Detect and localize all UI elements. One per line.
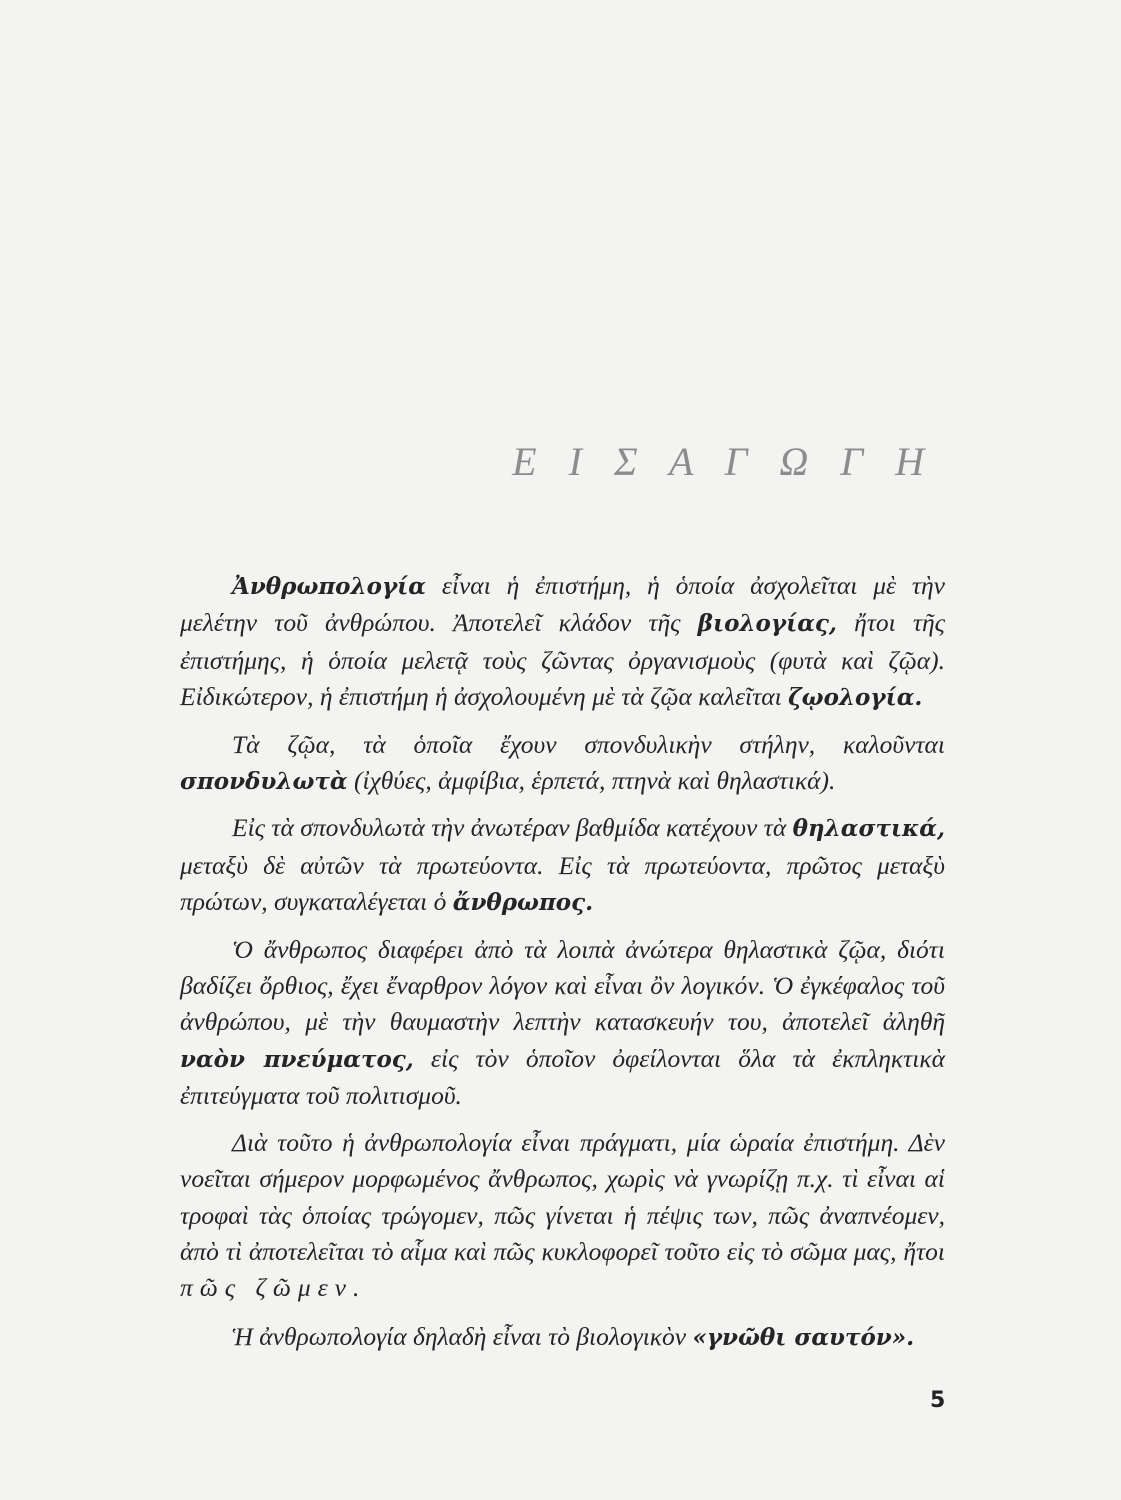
paragraph-6: [180, 1319, 945, 1356]
text-segment: Διὰ τοῦτο ἡ ἀνθρωπολογία εἶναι πράγματι, μία ὡραία ἐπιστήμη. Δὲν νοεῖται σήμερον μορφωμένος ἄνθρωπος, χωρὶς νὰ γνωρίζῃ π.χ. τὶ εἶναι αἱ τροφαὶ τὰς ὁποίας τρώγομεν, πῶς γίνεται ἡ πέψις των, πῶς ἀναπνέομεν, ἀπὸ τὶ ἀποτελεῖται τὸ αἷμα καὶ πῶς κυκλοφορεῖ τοῦτο εἰς τὸ σῶμα μας, ἤτοι: [180, 1127, 945, 1266]
bold-term-know-thyself: «γνῶθι σαυτόν».: [692, 1323, 915, 1351]
bold-term-mammals: θηλαστικά,: [792, 815, 945, 843]
page-title: Ε Ι Σ Α Γ Ω Γ Η: [512, 439, 935, 484]
text-segment: εἰς τὸν ὁποῖον ὀφείλονται ὅλα τὰ ἐκπληκτικὰ ἐπιτεύγματα τοῦ πολιτισμοῦ.: [180, 1043, 945, 1111]
paragraph-3: [180, 810, 945, 921]
page-number: 5: [930, 1388, 946, 1413]
paragraph-4: [180, 932, 945, 1115]
bold-term-zoology: ζῳολογία.: [788, 684, 923, 712]
text-segment: μεταξὺ δὲ αὐτῶν τὰ πρωτεύοντα. Εἰς τὰ πρωτεύοντα, πρῶτος μεταξὺ πρώτων, συγκαταλέγεται ὁ: [180, 850, 945, 917]
body-text: [180, 568, 945, 1366]
text-segment: (ἰχθύες, ἀμφίβια, ἑρπετά, πτηνὰ καὶ θηλαστικά).: [347, 766, 836, 796]
text-segment: Ὁ ἄνθρωπος διαφέρει ἀπὸ τὰ λοιπὰ ἀνώτερα θηλαστικὰ ζῷα, διότι βαδίζει ὄρθιος, ἔχει ἔναρθρον λόγον καὶ εἶναι ὂν λογικόν. Ὁ ἐγκέφαλος τοῦ ἀνθρώπου, μὲ τὴν θαυμαστὴν λεπτὴν κατασκευήν του, ἀποτελεῖ ἀληθῆ: [180, 934, 945, 1037]
text-segment: Τὰ ζῷα, τὰ ὁποῖα ἔχουν σπονδυλικὴν στήλην, καλοῦνται: [232, 729, 945, 759]
bold-term-human: ἄνθρωπος.: [452, 889, 594, 917]
bold-term-biology: βιολογίας,: [697, 610, 837, 638]
bold-term-vertebrates: σπονδυλωτὰ: [180, 768, 348, 796]
bold-term-temple-of-spirit: ναὸν πνεύματος,: [180, 1045, 414, 1073]
text-segment: Εἰς τὰ σπονδυλωτὰ τὴν ἀνωτέραν βαθμίδα κατέχουν τὰ: [232, 813, 793, 843]
paragraph-5: [180, 1125, 945, 1307]
spaced-phrase-how-we-live: πῶς ζῶμεν.: [180, 1273, 367, 1303]
text-segment: Ἡ ἀνθρωπολογία δηλαδὴ εἶναι τὸ βιολογικὸν: [232, 1321, 693, 1351]
text-segment: ἤτοι τῆς ἐπιστήμης, ἡ ὁποία μελετᾷ τοὺς ζῶντας ὀργανισμοὺς (φυτὰ καὶ ζῷα). Εἰδικώτερον, ἡ ἐπιστήμη ἡ ἀσχολουμένη μὲ τὰ ζῷα καλεῖται: [180, 608, 945, 712]
text-segment: εἶναι ἡ ἐπιστήμη, ἡ ὁποία ἀσχολεῖται μὲ τὴν μελέτην τοῦ ἀνθρώπου. Ἀποτελεῖ κλάδον τῆς: [180, 571, 945, 638]
paragraph-1: [180, 568, 945, 717]
bold-term-anthropology: Ἀνθρωπολογία: [232, 573, 426, 600]
paragraph-2: [180, 727, 945, 801]
